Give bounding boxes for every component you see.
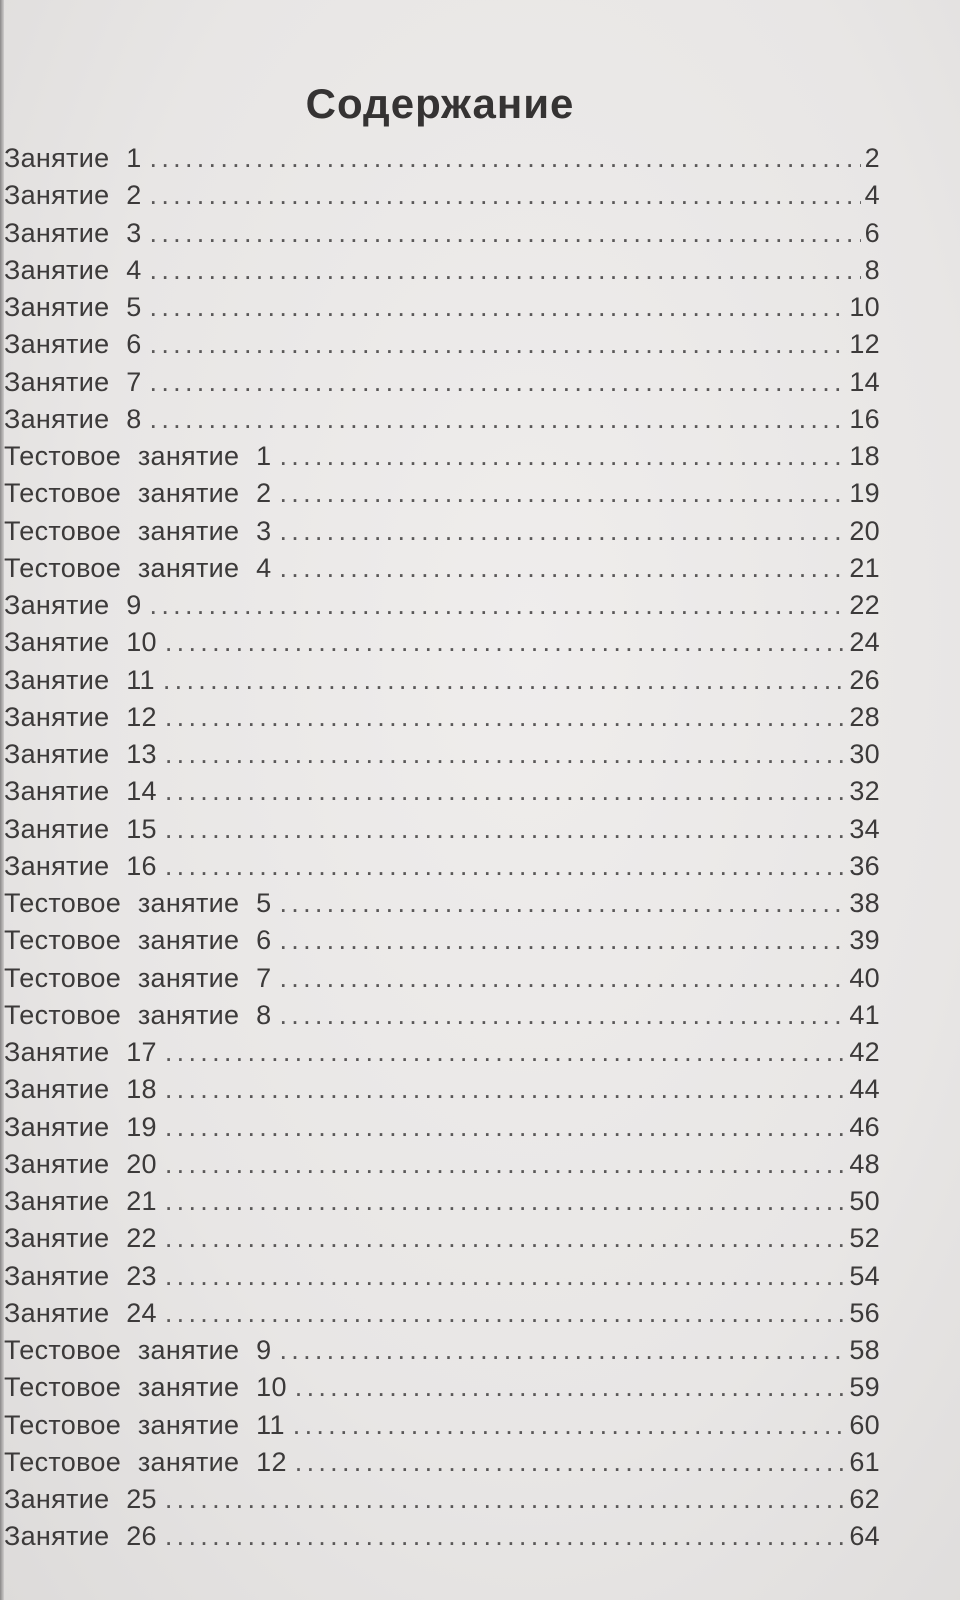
dot-leader bbox=[165, 1146, 846, 1183]
toc-entry bbox=[4, 848, 880, 885]
toc-entry-page-number: 38 bbox=[849, 888, 880, 918]
toc-entry-page-number: 16 bbox=[849, 403, 880, 434]
toc-entry bbox=[4, 662, 880, 699]
toc-entry bbox=[4, 1258, 880, 1295]
toc-entry-title: Тестовое занятие 10 bbox=[4, 1372, 287, 1403]
toc-entry bbox=[4, 587, 880, 624]
toc-entry-title: Тестовое занятие 4 bbox=[4, 552, 272, 583]
dot-leader bbox=[150, 587, 846, 624]
dot-leader bbox=[150, 140, 861, 177]
dot-leader bbox=[150, 177, 861, 214]
toc-entry bbox=[4, 401, 880, 438]
toc-entry-page-number: 21 bbox=[849, 552, 880, 583]
toc-entry-title: Занятие 8 bbox=[4, 403, 142, 434]
toc-entry-page-number: 2 bbox=[864, 143, 880, 173]
toc-entry bbox=[4, 811, 880, 848]
toc-entry bbox=[4, 1146, 880, 1183]
page-title: Содержание bbox=[305, 80, 575, 128]
toc-entry-title: Занятие 24 bbox=[4, 1297, 157, 1328]
toc-entry bbox=[4, 140, 880, 177]
toc-entry-page-number: 22 bbox=[849, 590, 880, 620]
toc-entry bbox=[4, 736, 880, 773]
toc-entry bbox=[4, 773, 880, 810]
toc-entry-page-number: 48 bbox=[849, 1148, 880, 1179]
toc-entry bbox=[4, 960, 880, 997]
toc-entry-page-number: 18 bbox=[849, 441, 880, 471]
dot-leader bbox=[279, 438, 845, 475]
toc-entry-page-number: 62 bbox=[849, 1484, 880, 1514]
toc-entry-title: Занятие 16 bbox=[4, 850, 157, 881]
dot-leader bbox=[165, 1034, 846, 1071]
toc-entry bbox=[4, 1369, 880, 1406]
toc-entry-title: Занятие 1 bbox=[4, 143, 142, 173]
toc-entry bbox=[4, 289, 880, 326]
toc-entry-title: Занятие 25 bbox=[4, 1484, 157, 1514]
dot-leader bbox=[165, 1109, 846, 1146]
toc-entry bbox=[4, 997, 880, 1034]
toc-entry-title: Занятие 6 bbox=[4, 329, 142, 360]
dot-leader bbox=[165, 811, 846, 848]
dot-leader bbox=[295, 1444, 846, 1481]
dot-leader bbox=[279, 550, 845, 587]
dot-leader bbox=[165, 1071, 846, 1108]
dot-leader bbox=[150, 289, 846, 326]
toc-entry-title: Занятие 23 bbox=[4, 1260, 157, 1291]
toc-entry bbox=[4, 438, 880, 475]
toc-entry-page-number: 52 bbox=[849, 1223, 880, 1254]
dot-leader bbox=[150, 364, 846, 401]
toc-entry-page-number: 54 bbox=[849, 1260, 880, 1291]
toc-entry bbox=[4, 177, 880, 214]
toc-entry-page-number: 50 bbox=[849, 1186, 880, 1216]
toc-entry-page-number: 28 bbox=[849, 701, 880, 732]
dot-leader bbox=[279, 513, 845, 550]
toc-entry-title: Занятие 5 bbox=[4, 292, 142, 322]
dot-leader bbox=[165, 1183, 846, 1220]
dot-leader bbox=[165, 736, 846, 773]
toc-entry-title: Тестовое занятие 1 bbox=[4, 441, 272, 471]
toc-entry bbox=[4, 1109, 880, 1146]
dot-leader bbox=[165, 1220, 846, 1257]
toc-entry-title: Занятие 10 bbox=[4, 627, 157, 658]
toc-entry bbox=[4, 1071, 880, 1108]
toc-entry-title: Занятие 21 bbox=[4, 1186, 157, 1216]
toc-entry bbox=[4, 885, 880, 922]
toc-entry-title: Занятие 22 bbox=[4, 1223, 157, 1254]
toc-entry bbox=[4, 1407, 880, 1444]
toc-entry-page-number: 26 bbox=[849, 664, 880, 695]
table-of-contents bbox=[4, 140, 880, 1556]
toc-entry-page-number: 36 bbox=[849, 850, 880, 881]
toc-entry bbox=[4, 475, 880, 512]
dot-leader bbox=[279, 997, 845, 1034]
dot-leader bbox=[293, 1407, 846, 1444]
toc-entry-title: Занятие 14 bbox=[4, 776, 157, 807]
toc-entry bbox=[4, 252, 880, 289]
toc-entry-page-number: 34 bbox=[849, 813, 880, 844]
toc-entry bbox=[4, 1220, 880, 1257]
toc-entry-title: Занятие 26 bbox=[4, 1521, 157, 1552]
toc-entry-title: Занятие 2 bbox=[4, 180, 142, 211]
toc-entry bbox=[4, 624, 880, 661]
toc-entry-page-number: 64 bbox=[849, 1521, 880, 1552]
toc-entry bbox=[4, 513, 880, 550]
toc-entry-page-number: 44 bbox=[849, 1074, 880, 1105]
dot-leader bbox=[279, 885, 845, 922]
toc-entry-title: Тестовое занятие 11 bbox=[4, 1409, 285, 1440]
toc-entry-page-number: 60 bbox=[849, 1409, 880, 1440]
dot-leader bbox=[165, 1295, 846, 1332]
dot-leader bbox=[163, 662, 846, 699]
dot-leader bbox=[150, 252, 861, 289]
toc-entry-title: Тестовое занятие 7 bbox=[4, 962, 272, 993]
dot-leader bbox=[165, 1481, 846, 1518]
toc-entry-title: Занятие 12 bbox=[4, 701, 157, 732]
toc-entry-page-number: 42 bbox=[849, 1037, 880, 1067]
dot-leader bbox=[295, 1369, 846, 1406]
toc-entry-title: Занятие 17 bbox=[4, 1037, 157, 1067]
toc-entry-title: Занятие 20 bbox=[4, 1148, 157, 1179]
toc-entry-page-number: 39 bbox=[849, 925, 880, 956]
toc-entry-page-number: 6 bbox=[864, 217, 880, 248]
toc-entry-page-number: 4 bbox=[864, 180, 880, 211]
toc-entry-page-number: 56 bbox=[849, 1297, 880, 1328]
toc-entry bbox=[4, 1183, 880, 1220]
toc-entry bbox=[4, 699, 880, 736]
dot-leader bbox=[279, 1332, 845, 1369]
toc-entry-title: Тестовое занятие 5 bbox=[4, 888, 272, 918]
toc-entry-title: Тестовое занятие 9 bbox=[4, 1335, 272, 1365]
toc-entry bbox=[4, 922, 880, 959]
toc-entry-title: Тестовое занятие 8 bbox=[4, 999, 272, 1030]
toc-entry bbox=[4, 550, 880, 587]
toc-entry-page-number: 10 bbox=[849, 292, 880, 322]
toc-entry-page-number: 59 bbox=[849, 1372, 880, 1403]
dot-leader bbox=[150, 401, 846, 438]
dot-leader bbox=[165, 1258, 846, 1295]
toc-entry-title: Тестовое занятие 3 bbox=[4, 515, 272, 546]
toc-entry-title: Занятие 11 bbox=[4, 664, 155, 695]
toc-entry-title: Занятие 15 bbox=[4, 813, 157, 844]
dot-leader bbox=[279, 922, 845, 959]
dot-leader bbox=[279, 960, 845, 997]
toc-entry-page-number: 32 bbox=[849, 776, 880, 807]
toc-entry bbox=[4, 364, 880, 401]
toc-entry-page-number: 40 bbox=[849, 962, 880, 993]
toc-entry-page-number: 61 bbox=[849, 1446, 880, 1477]
toc-entry-title: Занятие 18 bbox=[4, 1074, 157, 1105]
toc-entry-title: Тестовое занятие 12 bbox=[4, 1446, 287, 1477]
toc-entry-page-number: 58 bbox=[849, 1335, 880, 1365]
toc-entry-page-number: 14 bbox=[849, 366, 880, 397]
toc-entry bbox=[4, 1481, 880, 1518]
toc-entry-page-number: 19 bbox=[849, 478, 880, 509]
toc-entry-title: Тестовое занятие 6 bbox=[4, 925, 272, 956]
toc-entry bbox=[4, 1034, 880, 1071]
toc-entry-page-number: 24 bbox=[849, 627, 880, 658]
toc-entry-title: Занятие 13 bbox=[4, 739, 157, 769]
dot-leader bbox=[165, 624, 846, 661]
dot-leader bbox=[279, 475, 845, 512]
toc-entry-page-number: 46 bbox=[849, 1111, 880, 1142]
toc-entry bbox=[4, 1518, 880, 1555]
toc-entry-title: Тестовое занятие 2 bbox=[4, 478, 272, 509]
toc-entry bbox=[4, 1332, 880, 1369]
dot-leader bbox=[165, 699, 846, 736]
toc-entry-page-number: 30 bbox=[849, 739, 880, 769]
toc-entry-page-number: 41 bbox=[849, 999, 880, 1030]
toc-entry-page-number: 12 bbox=[849, 329, 880, 360]
toc-entry-title: Занятие 4 bbox=[4, 254, 142, 285]
toc-entry-title: Занятие 3 bbox=[4, 217, 142, 248]
toc-entry-page-number: 8 bbox=[864, 254, 880, 285]
toc-entry-title: Занятие 19 bbox=[4, 1111, 157, 1142]
dot-leader bbox=[165, 848, 846, 885]
dot-leader bbox=[150, 326, 846, 363]
toc-entry bbox=[4, 1295, 880, 1332]
toc-entry bbox=[4, 1444, 880, 1481]
dot-leader bbox=[150, 215, 861, 252]
dot-leader bbox=[165, 1518, 846, 1555]
toc-entry-page-number: 20 bbox=[849, 515, 880, 546]
toc-entry bbox=[4, 326, 880, 363]
toc-entry-title: Занятие 9 bbox=[4, 590, 142, 620]
toc-entry bbox=[4, 215, 880, 252]
toc-entry-title: Занятие 7 bbox=[4, 366, 142, 397]
dot-leader bbox=[165, 773, 846, 810]
